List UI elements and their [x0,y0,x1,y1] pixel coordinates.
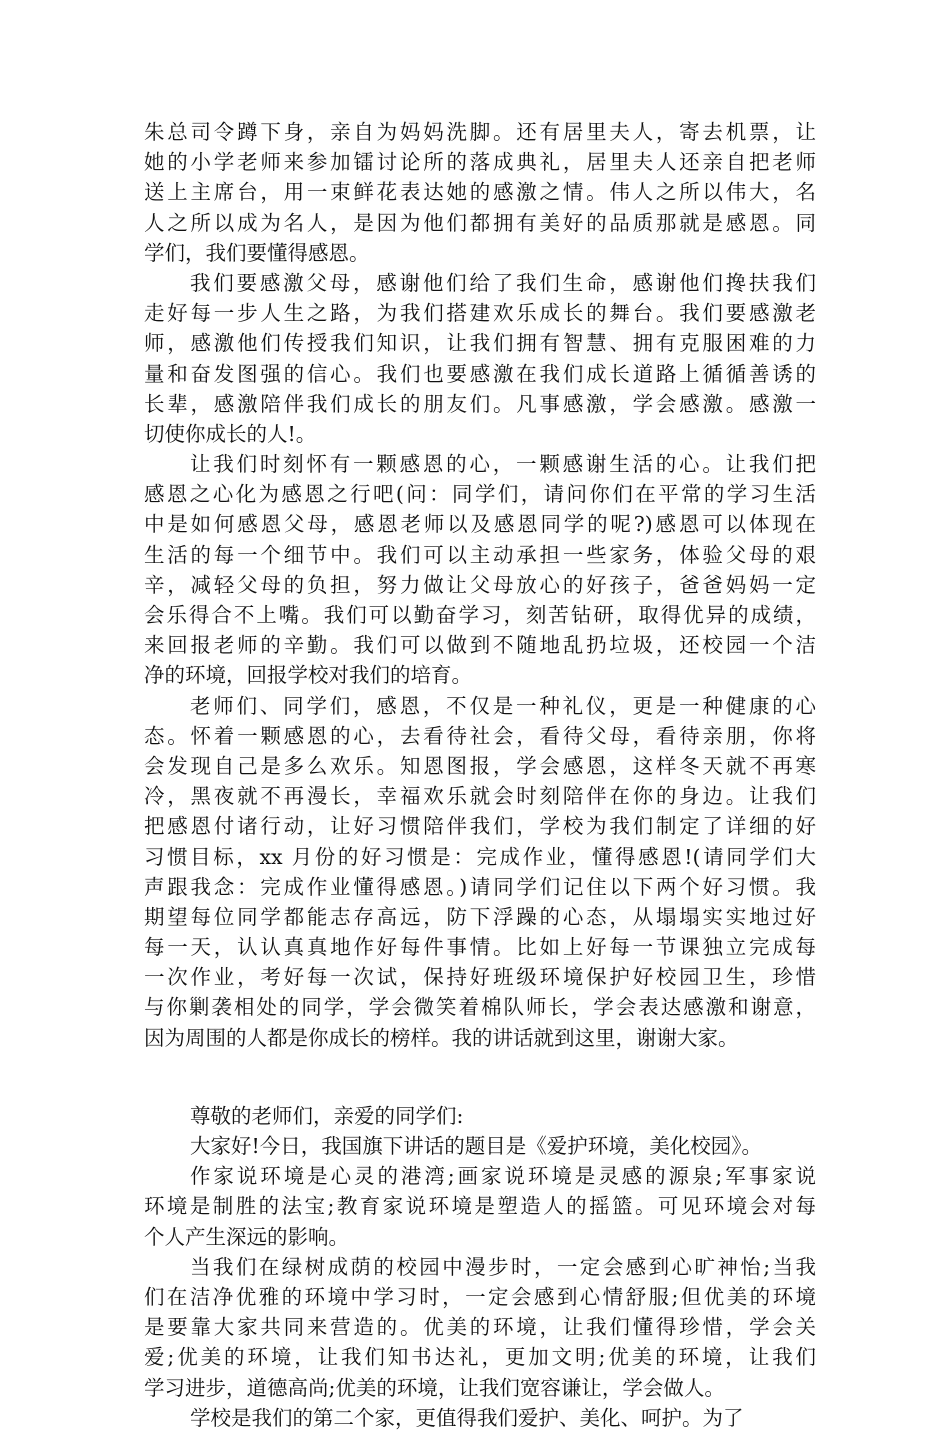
paragraph [144,449,816,691]
paragraph [144,117,816,268]
section-gap [144,1053,816,1101]
text-line: 走好每一步人生之路，为我们搭建欢乐成长的舞台。我们要感激老 [144,301,816,326]
speech-environment [144,1101,816,1433]
speech-gratitude [144,117,816,1053]
text-line: 爱;优美的环境，让我们知书达礼，更加文明;优美的环境，让我们 [144,1345,816,1370]
text-line: 学校是我们的第二个家，更值得我们爱护、美化、呵护。为了 [190,1405,744,1430]
text-line: 感恩之心化为感恩之行吧(问：同学们，请问你们在平常的学习生活 [144,482,816,507]
text-line: 每一天，认认真真地作好每件事情。比如上好每一节课独立完成每 [144,935,816,960]
text-line: 会发现自己是多么欢乐。知恩图报，学会感恩，这样冬天就不再寒 [144,753,816,778]
text-line: 作家说环境是心灵的港湾;画家说环境是灵感的源泉;军事家说 [190,1164,816,1189]
text-line: 朱总司令蹲下身，亲自为妈妈洗脚。还有居里夫人，寄去机票，让 [144,120,816,144]
text-line: 们在洁净优雅的环境中学习时，一定会感到心情舒服;但优美的环境 [144,1284,816,1309]
text-line: 送上主席台，用一束鲜花表达她的感激之情。伟人之所以伟大，名 [144,180,816,205]
text-line: 态。怀着一颗感恩的心，去看待社会，看待父母，看待亲朋，你将 [144,723,816,748]
paragraph [144,1252,816,1403]
text-line: 因为周围的人都是你成长的榜样。我的讲话就到这里，谢谢大家。 [144,1025,739,1050]
text-line: 会乐得合不上嘴。我们可以勤奋学习，刻苦钻研，取得优异的成绩， [144,603,816,627]
text-line: 把感恩付诸行动，让好习惯陪伴我们，学校为我们制定了详细的好 [144,814,816,839]
text-line: 是要靠大家共同来营造的。优美的环境，让我们懂得珍惜，学会关 [144,1315,816,1340]
document-page [144,117,816,1433]
paragraph [144,1131,816,1161]
text-line: 习惯目标，xx 月份的好习惯是：完成作业，懂得感恩!(请同学们大 [144,844,816,869]
paragraph [144,1403,816,1433]
text-line: 她的小学老师来参加镭讨论所的落成典礼，居里夫人还亲自把老师 [144,150,816,175]
text-line: 一次作业，考好每一次试，保持好班级环境保护好校园卫生，珍惜 [144,965,816,990]
text-line: 尊敬的老师们，亲爱的同学们: [190,1103,464,1128]
text-line: 学们，我们要懂得感恩。 [144,240,370,265]
paragraph [144,1101,816,1131]
text-line: 冷，黑夜就不再漫长，幸福欢乐就会时刻陪伴在你的身边。让我们 [144,784,816,809]
text-line: 师，感激他们传授我们知识，让我们拥有智慧、拥有克服困难的力 [144,331,816,356]
text-line: 学习进步，道德高尚;优美的环境，让我们宽容谦让，学会做人。 [144,1375,725,1400]
text-line: 净的环境，回报学校对我们的培育。 [144,663,472,688]
paragraph [144,1161,816,1252]
text-line: 让我们时刻怀有一颗感恩的心，一颗感谢生活的心。让我们把 [190,452,816,477]
text-line: 与你剿袭相处的同学，学会微笑着棉队师长，学会表达感激和谢意， [144,995,816,1020]
text-line: 大家好!今日，我国旗下讲话的题目是《爱护环境，美化校园》。 [190,1134,762,1158]
text-line: 人之所以成为名人，是因为他们都拥有美好的品质那就是感恩。同 [144,210,816,235]
text-line: 环境是制胜的法宝;教育家说环境是塑造人的摇篮。可见环境会对每 [144,1194,816,1219]
text-line: 生活的每一个细节中。我们可以主动承担一些家务，体验父母的艰 [144,542,816,567]
text-line: 声跟我念：完成作业懂得感恩。)请同学们记住以下两个好习惯。我 [144,874,816,899]
text-line: 期望每位同学都能志存高远，防下浮躁的心态，从塌塌实实地过好 [144,904,816,929]
text-line: 来回报老师的辛勤。我们可以做到不随地乱扔垃圾，还校园一个洁 [144,633,816,658]
text-line: 当我们在绿树成荫的校园中漫步时，一定会感到心旷神怡;当我 [190,1254,816,1279]
text-line: 长辈，感激陪伴我们成长的朋友们。凡事感激，学会感激。感激一 [144,391,816,416]
text-line: 个人产生深远的影响。 [144,1224,349,1249]
text-line: 我们要感激父母，感谢他们给了我们生命，感谢他们搀扶我们 [190,270,816,295]
paragraph [144,691,816,1053]
text-line: 中是如何感恩父母，感恩老师以及感恩同学的呢?)感恩可以体现在 [144,512,816,537]
paragraph [144,268,816,449]
text-line: 老师们、同学们，感恩，不仅是一种礼仪，更是一种健康的心 [190,693,816,718]
text-line: 量和奋发图强的信心。我们也要感激在我们成长道路上循循善诱的 [144,361,816,386]
text-line: 辛，减轻父母的负担，努力做让父母放心的好孩子，爸爸妈妈一定 [144,572,816,597]
text-line: 切使你成长的人!。 [144,421,317,446]
